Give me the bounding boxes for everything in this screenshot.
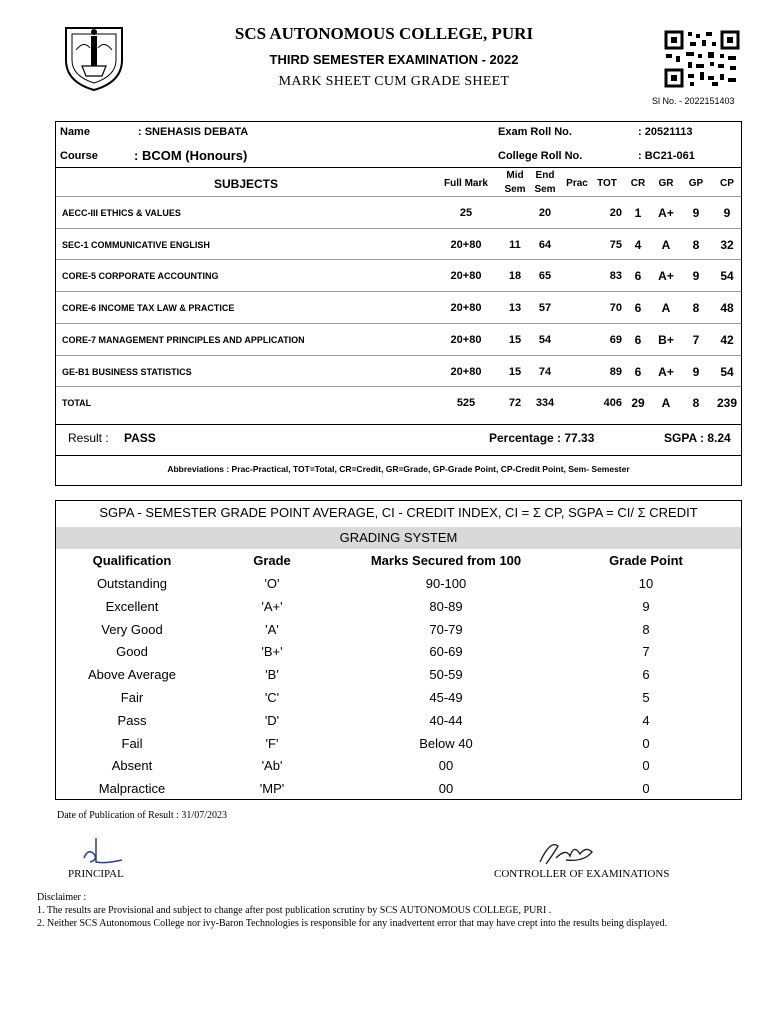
grade: 'A'	[265, 621, 279, 637]
sgpa-formula: SGPA - SEMESTER GRADE POINT AVERAGE, CI - CREDIT INDEX, CI = Σ CP, SGPA = CI/ Σ CREDIT	[99, 505, 698, 520]
col-gp: GP	[688, 178, 704, 189]
subject-name: AECC-III ETHICS & VALUES	[62, 208, 181, 218]
cell-cr: 6	[634, 332, 642, 347]
cell-cr: 1	[634, 206, 642, 220]
col-cp: CP	[720, 178, 734, 189]
cell-tot: 70	[609, 302, 622, 315]
principal-signature	[80, 834, 126, 866]
cell-full: 20+80	[450, 333, 482, 346]
divider	[56, 424, 741, 425]
qualification: Excellent	[105, 598, 159, 614]
cell-gr: A+	[658, 269, 674, 284]
marks-range: 60-69	[429, 644, 463, 660]
marks-range: 90-100	[425, 576, 467, 591]
cell-cp: 32	[720, 237, 734, 252]
cell-tot: 406	[603, 397, 622, 410]
cell-mid: 11	[509, 238, 521, 251]
grade-point: 10	[638, 576, 654, 591]
header-qualification: Qualification	[92, 553, 172, 568]
course-label: Course	[60, 150, 98, 162]
subject-name: CORE-7 MANAGEMENT PRINCIPLES AND APPLICATION	[62, 334, 305, 345]
cell-end: 57	[538, 302, 552, 315]
marks-range: 00	[438, 758, 454, 774]
cell-mid: 18	[508, 270, 522, 283]
cell-gp: 9	[692, 206, 700, 220]
serial-number: Sl No. - 2022151403	[652, 96, 735, 106]
marks-range: Below 40	[419, 735, 473, 751]
cell-gr: A	[661, 396, 671, 411]
cell-gp: 8	[692, 301, 700, 316]
cell-full: 25	[459, 207, 473, 219]
col-mid-sem: Sem	[504, 184, 526, 195]
cell-tot: 83	[609, 270, 622, 283]
cell-gp: 8	[692, 237, 700, 252]
name-label: Name	[60, 126, 90, 138]
sgpa: SGPA : 8.24	[664, 431, 731, 445]
cell-gp: 9	[692, 364, 700, 379]
exam-title: THIRD SEMESTER EXAMINATION - 2022	[269, 52, 519, 67]
cell-gp: 9	[692, 269, 700, 284]
result-value: PASS	[124, 431, 156, 445]
qualification: Outstanding	[96, 576, 168, 591]
row-divider	[56, 259, 741, 260]
controller-signature	[536, 836, 596, 868]
grade: 'Ab'	[261, 758, 283, 774]
cell-mid: 15	[508, 365, 522, 378]
cell-cr: 6	[634, 364, 642, 379]
cell-cp: 54	[720, 364, 734, 379]
grade: 'A+'	[261, 598, 283, 614]
marks-range: 80-89	[429, 598, 463, 614]
grade: 'O'	[264, 576, 280, 591]
cell-gr: A	[661, 237, 671, 252]
grading-box	[55, 500, 742, 800]
cell-gp: 7	[692, 332, 700, 347]
grade: 'B+'	[261, 644, 283, 660]
subject-name: CORE-5 CORPORATE ACCOUNTING	[62, 271, 219, 282]
cell-end: 64	[538, 238, 552, 251]
col-cr: CR	[630, 178, 646, 189]
grade: 'C'	[264, 690, 280, 705]
qualification: Absent	[111, 758, 153, 774]
grade-point: 9	[642, 598, 650, 614]
qualification: Pass	[117, 712, 147, 728]
exam-roll: : 20521113	[638, 126, 693, 138]
cell-cp: 48	[720, 301, 734, 316]
cell-end: 20	[538, 207, 552, 219]
marks-range: 70-79	[429, 621, 463, 637]
cell-end: 65	[538, 270, 552, 283]
cell-full: 525	[456, 397, 476, 410]
grade: 'B'	[265, 667, 279, 683]
college-roll: : BC21-061	[638, 150, 695, 162]
row-divider	[56, 323, 741, 324]
course-value: : BCOM (Honours)	[134, 148, 248, 163]
cell-gr: B+	[658, 332, 674, 347]
grade-point: 0	[642, 758, 650, 774]
row-divider	[56, 386, 741, 387]
grade-point: 8	[642, 621, 650, 637]
cell-gr: A+	[658, 364, 674, 379]
college-roll-label: College Roll No.	[498, 150, 583, 162]
roll-label: Exam Roll No.	[498, 126, 572, 138]
subject-name: TOTAL	[62, 398, 92, 409]
disclaimer-1: 1. The results are Provisional and subject to change after post publication scrutiny by SCS AUTONOMOUS COLLEGE, PURI .	[37, 905, 552, 916]
row-divider	[56, 355, 741, 356]
qualification: Malpractice	[98, 781, 166, 797]
cell-mid: 13	[508, 302, 522, 315]
qualification: Good	[116, 644, 148, 660]
header-marks-range: Marks Secured from 100	[370, 553, 522, 568]
marks-box	[55, 121, 742, 456]
cell-cp: 239	[716, 396, 738, 411]
publication-date: Date of Publication of Result : 31/07/2023	[57, 810, 227, 821]
subject-name: SEC-1 COMMUNICATIVE ENGLISH	[62, 239, 210, 250]
abbreviations: Abbreviations : Prac-Practical, TOT=Total, CR=Credit, GR=Grade, GP-Grade Point, CP-Credit Point, Sem- Semester	[167, 464, 630, 474]
cell-cr: 4	[634, 237, 642, 252]
cell-tot: 89	[609, 365, 622, 378]
grade-point: 6	[642, 667, 650, 683]
percentage: Percentage : 77.33	[489, 431, 595, 445]
qualification: Fail	[121, 735, 143, 751]
col-prac: Prac	[566, 178, 588, 189]
result-label: Result :	[68, 431, 109, 445]
cell-tot: 69	[609, 333, 622, 346]
marks-range: 00	[438, 781, 454, 797]
row-divider	[56, 196, 741, 197]
header-grade: Grade	[253, 553, 291, 568]
cell-end: 334	[535, 397, 555, 410]
grade-point: 5	[642, 690, 650, 705]
cell-mid: 15	[508, 333, 522, 346]
disclaimer-title: Disclaimer :	[37, 892, 87, 903]
cell-cp: 9	[723, 206, 731, 220]
grade: 'F'	[265, 735, 279, 751]
qr-code-icon	[664, 30, 740, 88]
qualification: Fair	[120, 690, 144, 705]
grade-point: 4	[642, 712, 650, 728]
row-divider	[56, 291, 741, 292]
grade-point: 0	[642, 735, 650, 751]
cell-cr: 6	[634, 301, 642, 316]
grade: 'MP'	[259, 781, 285, 797]
cell-full: 20+80	[450, 270, 482, 283]
col-mid: Mid	[506, 170, 524, 181]
cell-gr: A+	[658, 206, 674, 220]
subject-name: CORE-6 INCOME TAX LAW & PRACTICE	[62, 303, 235, 314]
divider	[56, 167, 741, 168]
cell-full: 20+80	[450, 365, 482, 378]
controller-label: CONTROLLER OF EXAMINATIONS	[494, 868, 670, 880]
cell-gr: A	[661, 301, 671, 316]
col-subjects: SUBJECTS	[213, 177, 278, 191]
cell-tot: 75	[609, 238, 622, 251]
cell-mid: 72	[508, 397, 522, 410]
college-name: SCS AUTONOMOUS COLLEGE, PURI	[234, 24, 534, 43]
principal-label: PRINCIPAL	[68, 868, 124, 880]
marks-range: 50-59	[429, 667, 463, 683]
cell-gp: 8	[692, 396, 700, 411]
disclaimer-2: 2. Neither SCS Autonomous College nor ivy-Baron Technologies is responsible for any inadvertent error that may have crept into the results being displayed.	[37, 918, 668, 929]
col-end-sem: Sem	[534, 184, 556, 195]
marks-range: 40-44	[429, 712, 463, 728]
qualification: Above Average	[88, 667, 176, 683]
grading-title: GRADING SYSTEM	[56, 527, 741, 549]
sheet-title: MARK SHEET CUM GRADE SHEET	[278, 74, 510, 89]
cell-cr: 29	[631, 396, 645, 411]
qualification: Very Good	[101, 621, 163, 637]
grade-point: 7	[642, 644, 650, 660]
abbreviations-box	[55, 455, 742, 486]
cell-cp: 42	[720, 332, 734, 347]
cell-end: 54	[538, 333, 552, 346]
col-gr: GR	[658, 178, 674, 189]
marks-range: 45-49	[429, 690, 463, 705]
cell-tot: 20	[609, 207, 622, 219]
student-name: : SNEHASIS DEBATA	[138, 126, 249, 138]
row-divider	[56, 228, 741, 229]
col-end: End	[535, 170, 555, 181]
cell-full: 20+80	[450, 238, 482, 251]
cell-full: 20+80	[450, 302, 482, 315]
grade-point: 0	[642, 781, 650, 797]
grade: 'D'	[264, 712, 280, 728]
col-full-mark: Full Mark	[444, 178, 488, 189]
cell-cr: 6	[634, 269, 642, 284]
cell-cp: 54	[720, 269, 734, 284]
col-tot: TOT	[597, 178, 617, 189]
subject-name: GE-B1 BUSINESS STATISTICS	[62, 366, 192, 377]
cell-end: 74	[538, 365, 552, 378]
header-grade-point: Grade Point	[609, 553, 683, 568]
